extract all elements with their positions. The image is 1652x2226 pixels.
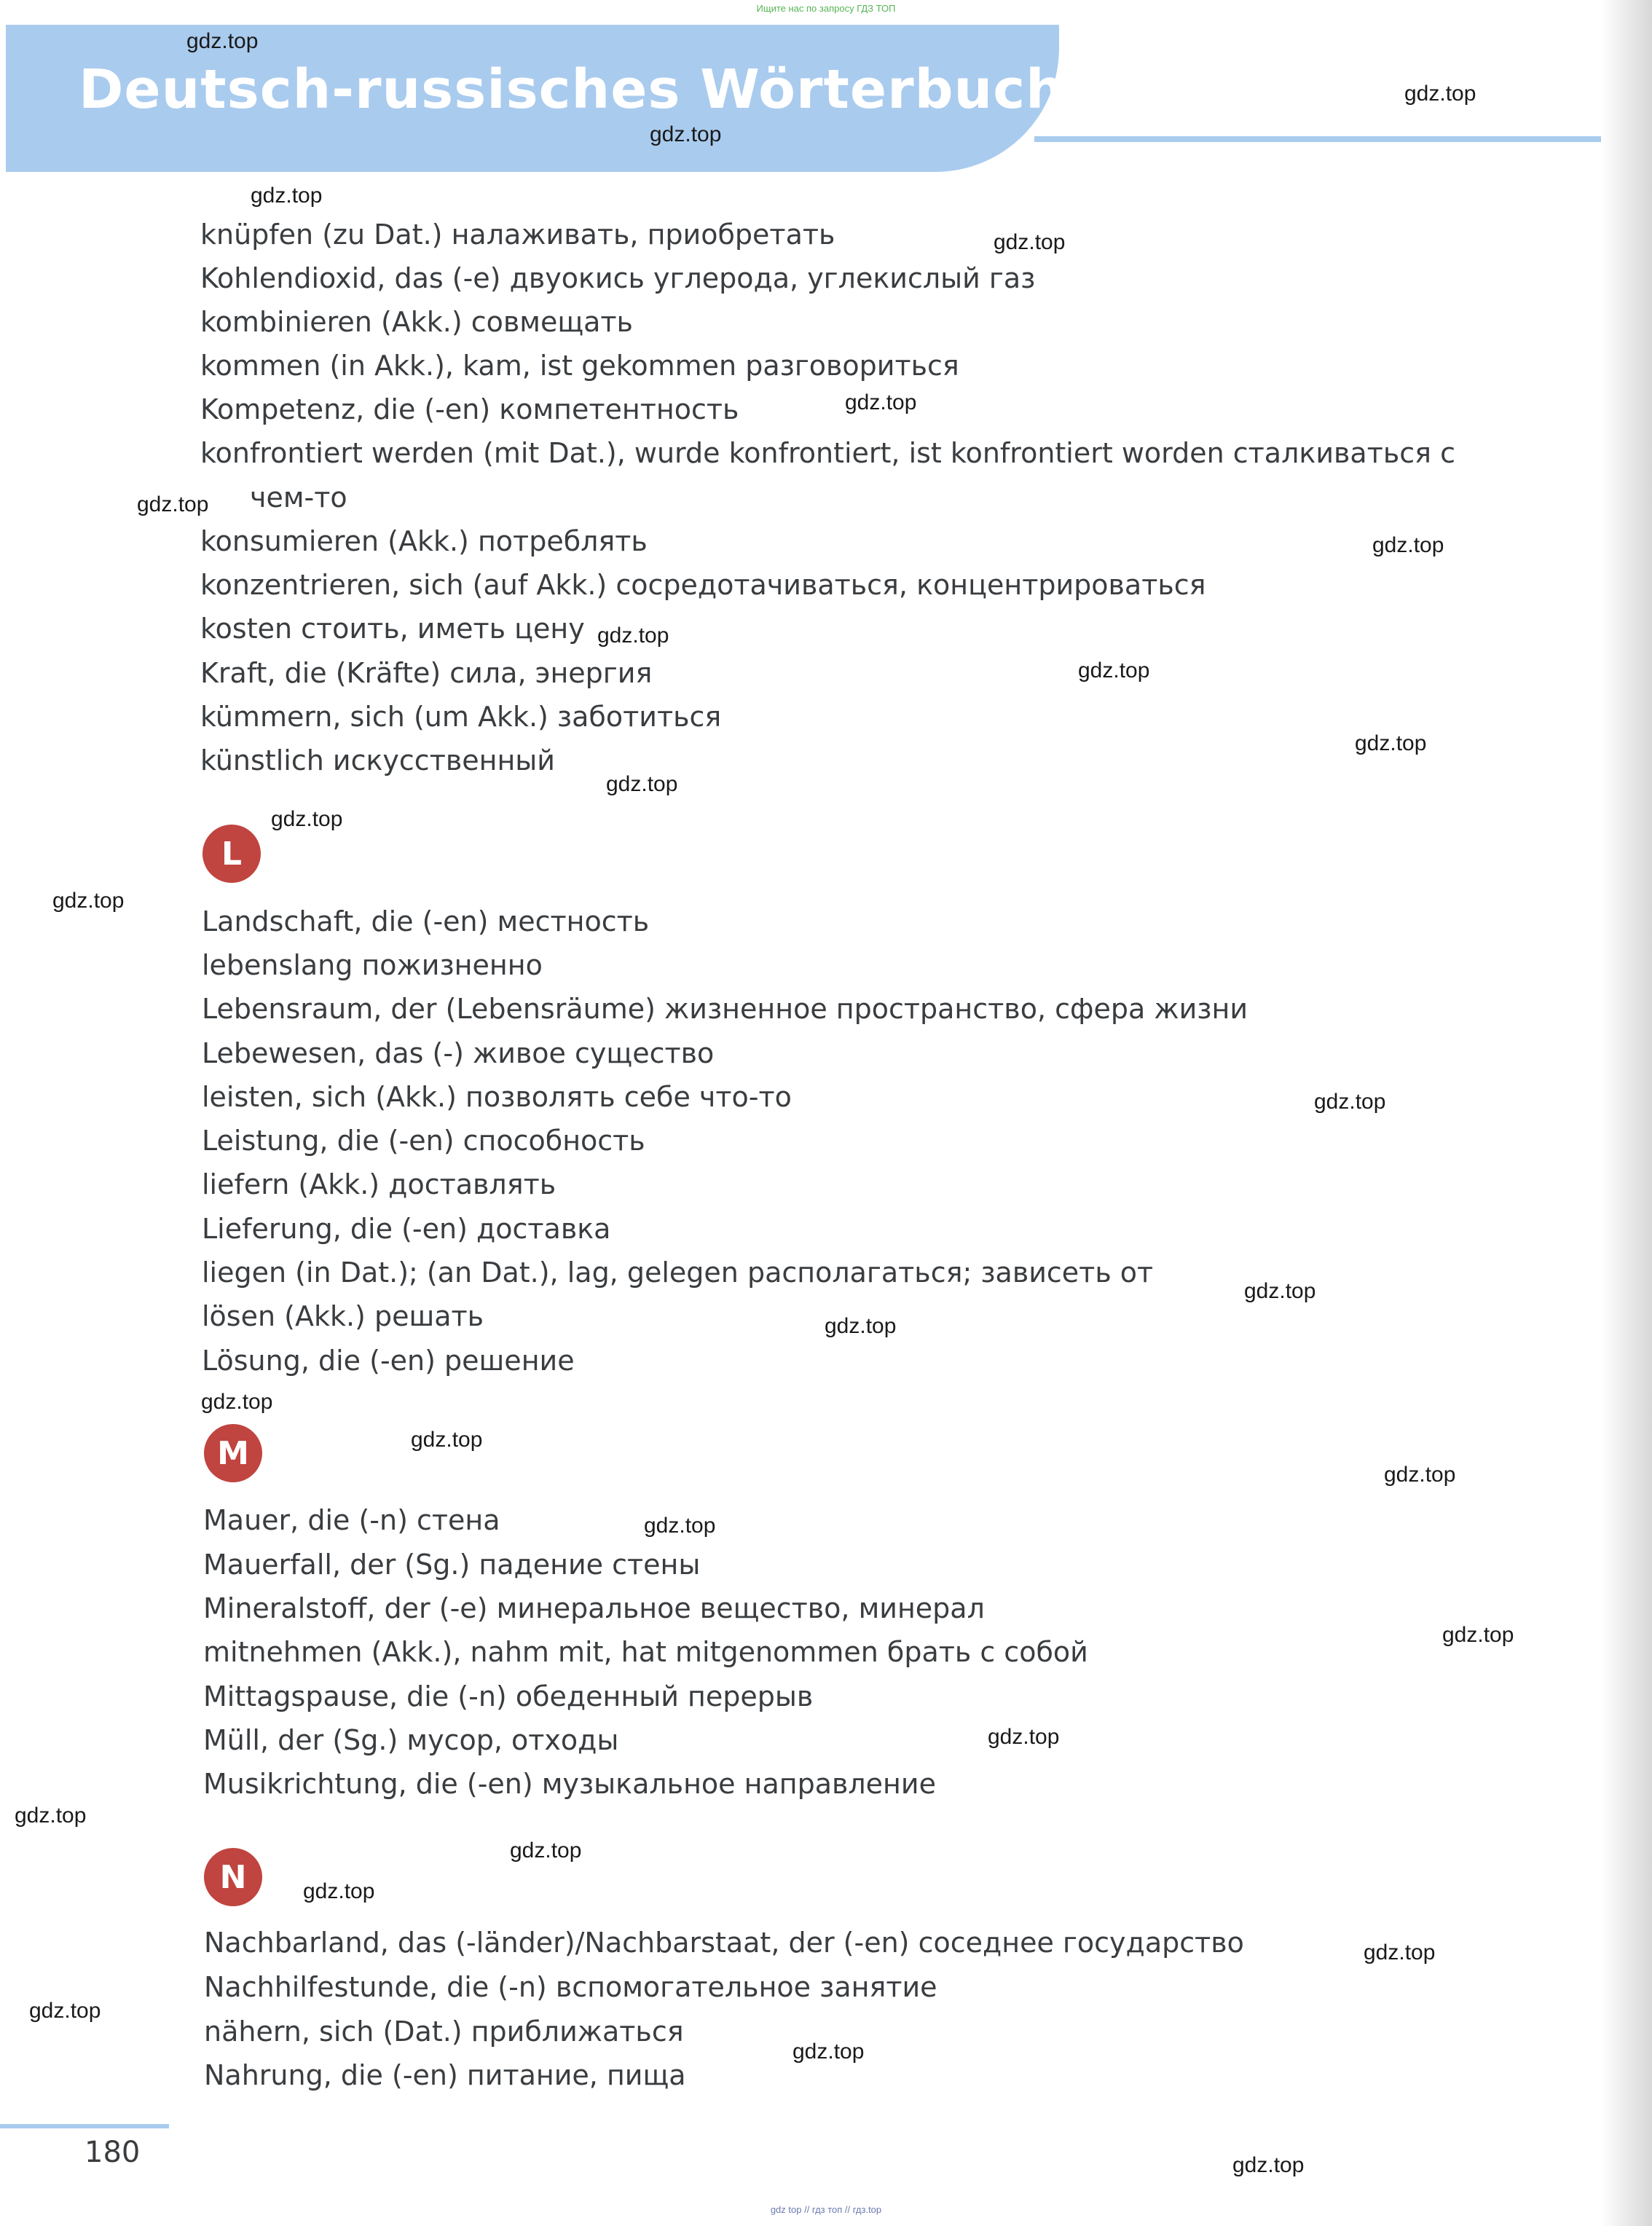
dictionary-entry: knüpfen (zu Dat.) налаживать, приобретать [200, 219, 835, 251]
watermark: gdz.top [303, 1879, 375, 1903]
page-number-rule [0, 2124, 169, 2128]
watermark: gdz.top [1384, 1463, 1456, 1487]
watermark: gdz.top [1232, 2153, 1305, 2177]
dictionary-entry: Kohlendioxid, das (-e) двуокись углерода, углекислый газ [200, 262, 1036, 294]
watermark: gdz.top [644, 1514, 716, 1538]
watermark: gdz.top [186, 29, 259, 53]
watermark: gdz.top [845, 390, 917, 414]
watermark: gdz.top [650, 122, 722, 146]
watermark: gdz.top [994, 230, 1066, 254]
dictionary-entry: konsumieren (Akk.) потреблять [200, 525, 648, 557]
watermark: gdz.top [271, 807, 343, 831]
dictionary-entry: Lebewesen, das (-) живое существо [202, 1037, 715, 1069]
watermark: gdz.top [1364, 1940, 1436, 1965]
top-note: Ищите нас по запросу ГДЗ ТОП [756, 3, 896, 14]
dictionary-entry: Mauerfall, der (Sg.) падение стены [203, 1549, 701, 1581]
dictionary-entry: Landschaft, die (-en) местность [202, 905, 650, 937]
watermark: gdz.top [825, 1314, 897, 1338]
dictionary-entry: Lieferung, die (-en) доставка [202, 1213, 611, 1245]
section-letter-n: N [204, 1848, 262, 1906]
dictionary-entry: nähern, sich (Dat.) приближаться [204, 2015, 684, 2048]
dictionary-entry: Mineralstoff, der (-e) минеральное вещество, минерал [203, 1592, 985, 1624]
dictionary-entry: Kraft, die (Kräfte) сила, энергия [200, 657, 653, 689]
dictionary-entry: Müll, der (Sg.) мусор, отходы [203, 1724, 619, 1756]
dictionary-entry: kosten стоить, иметь цену [200, 613, 585, 645]
dictionary-entry: künstlich искусственный [200, 744, 555, 776]
section-letter-m: M [204, 1424, 262, 1482]
dictionary-entry: Nachbarland, das (-länder)/Nachbarstaat, der (-en) соседнее государство [204, 1927, 1244, 1959]
dictionary-entry: kommen (in Akk.), kam, ist gekommen разговориться [200, 350, 959, 382]
watermark: gdz.top [606, 772, 678, 796]
dictionary-entry: kombinieren (Akk.) совмещать [200, 306, 633, 338]
watermark: gdz.top [201, 1390, 273, 1414]
page-title: Deutsch-russisches Wörterbuch [79, 58, 1065, 121]
dictionary-entry: mitnehmen (Akk.), nahm mit, hat mitgenommen брать с собой [203, 1636, 1088, 1668]
dictionary-entry: lösen (Akk.) решать [202, 1300, 484, 1332]
page-number: 180 [84, 2136, 141, 2169]
dictionary-entry: Musikrichtung, die (-en) музыкальное направление [203, 1768, 936, 1800]
watermark: gdz.top [1372, 533, 1444, 557]
dictionary-entry: konfrontiert werden (mit Dat.), wurde konfrontiert, ist konfrontiert worden сталкиваться с [200, 437, 1455, 469]
bottom-note: gdz top // гдз топ // гдз.top [770, 2204, 882, 2215]
watermark: gdz.top [1404, 82, 1476, 106]
dictionary-entry: Lebensraum, der (Lebensräume) жизненное пространство, сфера жизни [202, 993, 1248, 1025]
dictionary-entry: liegen (in Dat.); (an Dat.), lag, gelegen располагаться; зависеть от [202, 1256, 1154, 1289]
dictionary-entry: Kompetenz, die (-en) компетентность [200, 393, 739, 425]
dictionary-entry: kümmern, sich (um Akk.) заботиться [200, 701, 722, 733]
page-binding-shadow [1601, 0, 1652, 2226]
dictionary-entry: Leistung, die (-en) способность [202, 1125, 645, 1157]
watermark: gdz.top [597, 624, 669, 648]
dictionary-entry: lebenslang пожизненно [202, 949, 543, 981]
watermark: gdz.top [137, 492, 209, 516]
watermark: gdz.top [1078, 658, 1150, 683]
watermark: gdz.top [1442, 1623, 1514, 1647]
dictionary-entry: Nachhilfestunde, die (-n) вспомогательное занятие [204, 1971, 937, 2003]
dictionary-entry: Mauer, die (-n) стена [203, 1504, 500, 1536]
watermark: gdz.top [411, 1428, 483, 1452]
dictionary-entry: Mittagspause, die (-n) обеденный перерыв [203, 1680, 814, 1712]
watermark: gdz.top [510, 1838, 582, 1863]
watermark: gdz.top [29, 1999, 101, 2023]
watermark: gdz.top [1244, 1279, 1316, 1303]
dictionary-entry: Lösung, die (-en) решение [202, 1345, 575, 1377]
dictionary-entry: liefern (Akk.) доставлять [202, 1168, 556, 1200]
watermark: gdz.top [52, 889, 125, 913]
section-letter-l: L [202, 825, 261, 883]
dictionary-entry: leisten, sich (Akk.) позволять себе что-то [202, 1081, 792, 1113]
watermark: gdz.top [988, 1725, 1060, 1749]
watermark: gdz.top [15, 1804, 87, 1828]
dictionary-entry-continuation: чем-то [250, 481, 347, 514]
watermark: gdz.top [251, 184, 323, 208]
dictionary-entry: konzentrieren, sich (auf Akk.) сосредотачиваться, концентрироваться [200, 569, 1206, 601]
watermark: gdz.top [792, 2040, 865, 2064]
dictionary-entry: Nahrung, die (-en) питание, пища [204, 2059, 686, 2091]
watermark: gdz.top [1355, 731, 1427, 755]
watermark: gdz.top [1314, 1090, 1386, 1114]
